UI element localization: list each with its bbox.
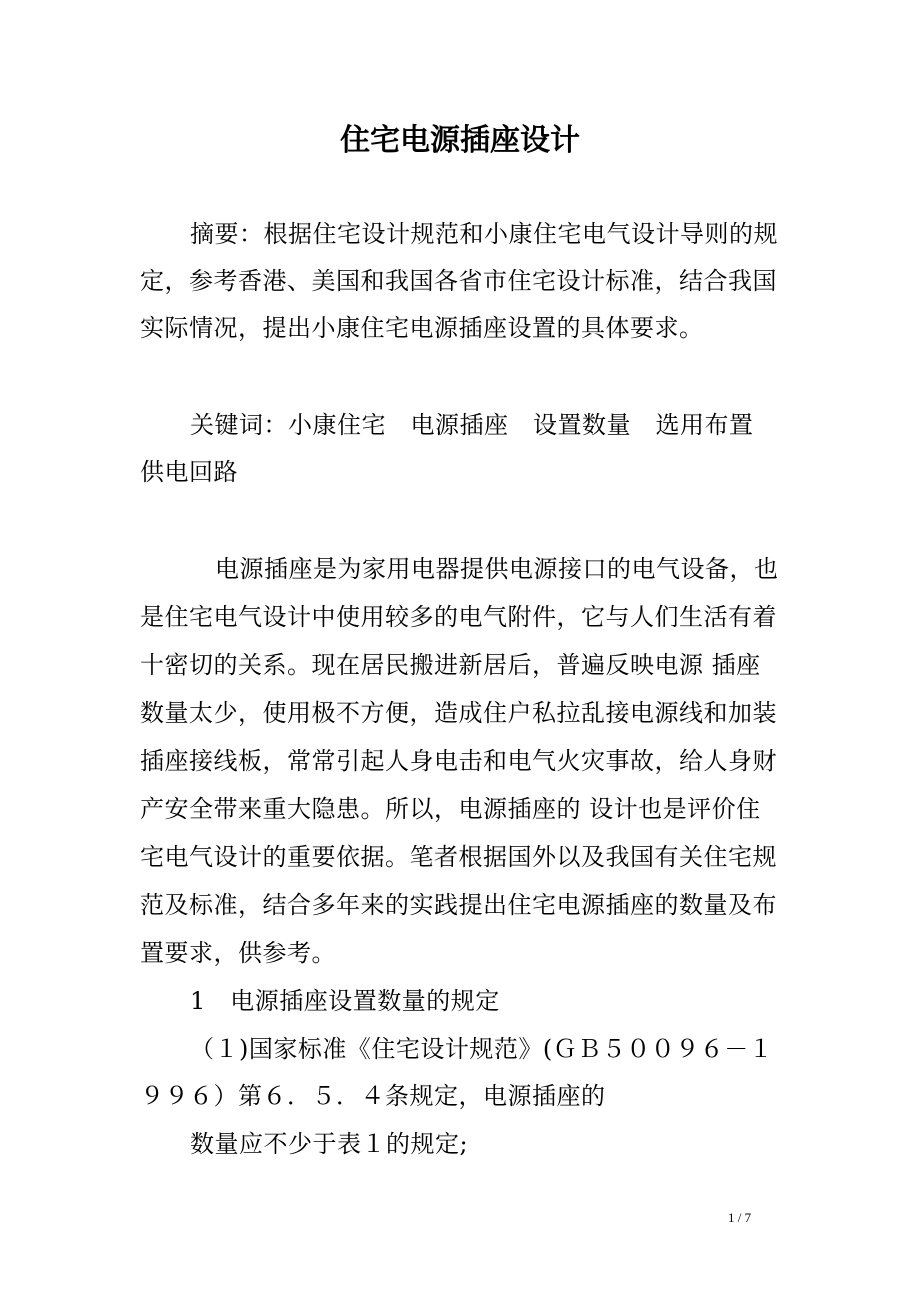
keywords-line: 供电回路: [140, 458, 238, 486]
abstract-line: 实际情况，提出小康住宅电源插座设置的具体要求。: [140, 314, 704, 342]
keywords-line: 关键词：小康住宅 电源插座 设置数量 选用布置: [190, 411, 754, 439]
body-line: 产安全带来重大隐患。所以，电源插座的 设计也是评价住: [140, 795, 761, 823]
page-number: 1 / 7: [728, 1210, 752, 1225]
item-line: （１)国家标准《住宅设计规范》(ＧＢ５００９６－１: [190, 1035, 774, 1063]
body-line: 数量太少，使用极不方便，造成住户私拉乱接电源线和加装: [140, 699, 777, 727]
abstract-line: 摘要：根据住宅设计规范和小康住宅电气设计导则的规: [190, 220, 778, 248]
item-continuation: 数量应不少于表１的规定;: [190, 1130, 469, 1158]
item-line: ９９６）第６．５．４条规定，电源插座的: [140, 1082, 606, 1110]
body-line: 电源插座是为家用电器提供电源接口的电气设备，也: [215, 555, 779, 583]
body-line: 十密切的关系。现在居民搬进新居后，普遍反映电源 插座: [140, 651, 761, 679]
body-line: 置要求，供参考。: [140, 939, 336, 967]
abstract-line: 定，参考香港、美国和我国各省市住宅设计标准，结合我国: [140, 267, 777, 295]
body-line: 范及标准，结合多年来的实践提出住宅电源插座的数量及布: [140, 891, 777, 919]
body-line: 宅电气设计的重要依据。笔者根据国外以及我国有关住宅规: [140, 843, 777, 871]
body-line: 插座接线板，常常引起人身电击和电气火灾事故，给人身财: [140, 747, 777, 775]
document-title: 住宅电源插座设计: [340, 123, 580, 158]
section-heading: 1 电源插座设置数量的规定: [190, 987, 500, 1015]
body-line: 是住宅电气设计中使用较多的电气附件，它与人们生活有着: [140, 603, 777, 631]
